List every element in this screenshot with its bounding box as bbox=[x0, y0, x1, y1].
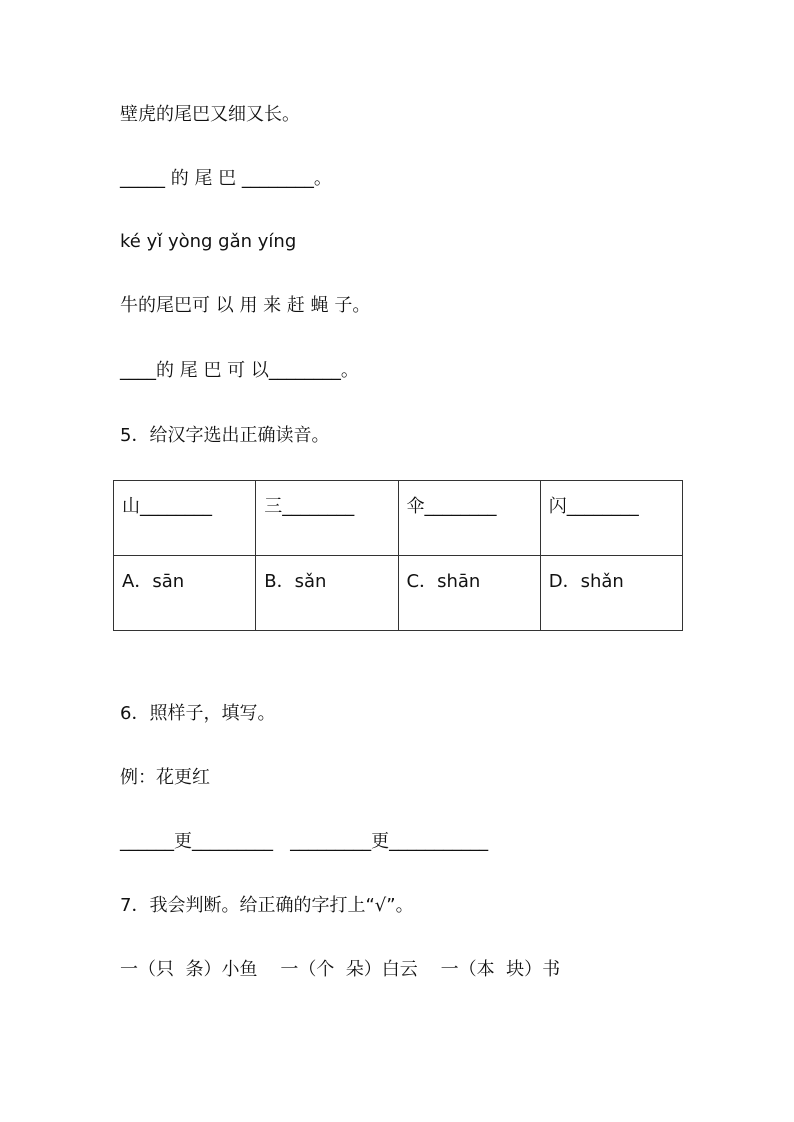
pinyin-line: ké yǐ yòng gǎn yíng bbox=[120, 231, 297, 252]
text-cow-sentence: 牛的尾巴可 以 用 来 赶 蝇 子。 bbox=[120, 295, 371, 316]
measure-word-choices[interactable]: 一（只 条）小鱼 一（个 朵）白云 一（本 块）书 bbox=[120, 959, 561, 980]
option-cell-c: C．shān bbox=[398, 556, 540, 631]
option-cell-a: A．sān bbox=[114, 556, 256, 631]
question-6-title: 6．照样子，填写。 bbox=[120, 703, 276, 724]
option-cell-b: B．sǎn bbox=[256, 556, 398, 631]
question-5-title: 5．给汉字选出正确读音。 bbox=[120, 425, 330, 446]
question-7-title: 7．我会判断。给正确的字打上“√”。 bbox=[120, 895, 414, 916]
fill-blank-line-1[interactable]: _____ 的 尾 巴 ________。 bbox=[120, 168, 332, 189]
option-cell-d: D．shǎn bbox=[540, 556, 682, 631]
table-row bbox=[114, 556, 683, 631]
text-gecko-sentence: 壁虎的尾巴又细又长。 bbox=[120, 104, 300, 125]
char-cell-3[interactable]: 伞________ bbox=[398, 481, 540, 556]
fill-blank-line-2[interactable]: ____的 尾 巴 可 以________。 bbox=[120, 360, 359, 381]
pronunciation-table bbox=[113, 480, 683, 631]
char-cell-4[interactable]: 闪________ bbox=[540, 481, 682, 556]
example-line: 例：花更红 bbox=[120, 767, 210, 788]
table-row bbox=[114, 481, 683, 556]
char-cell-2[interactable]: 三________ bbox=[256, 481, 398, 556]
fill-blank-line-3[interactable]: ______更_________ _________更___________ bbox=[120, 831, 489, 852]
char-cell-1[interactable]: 山________ bbox=[114, 481, 256, 556]
